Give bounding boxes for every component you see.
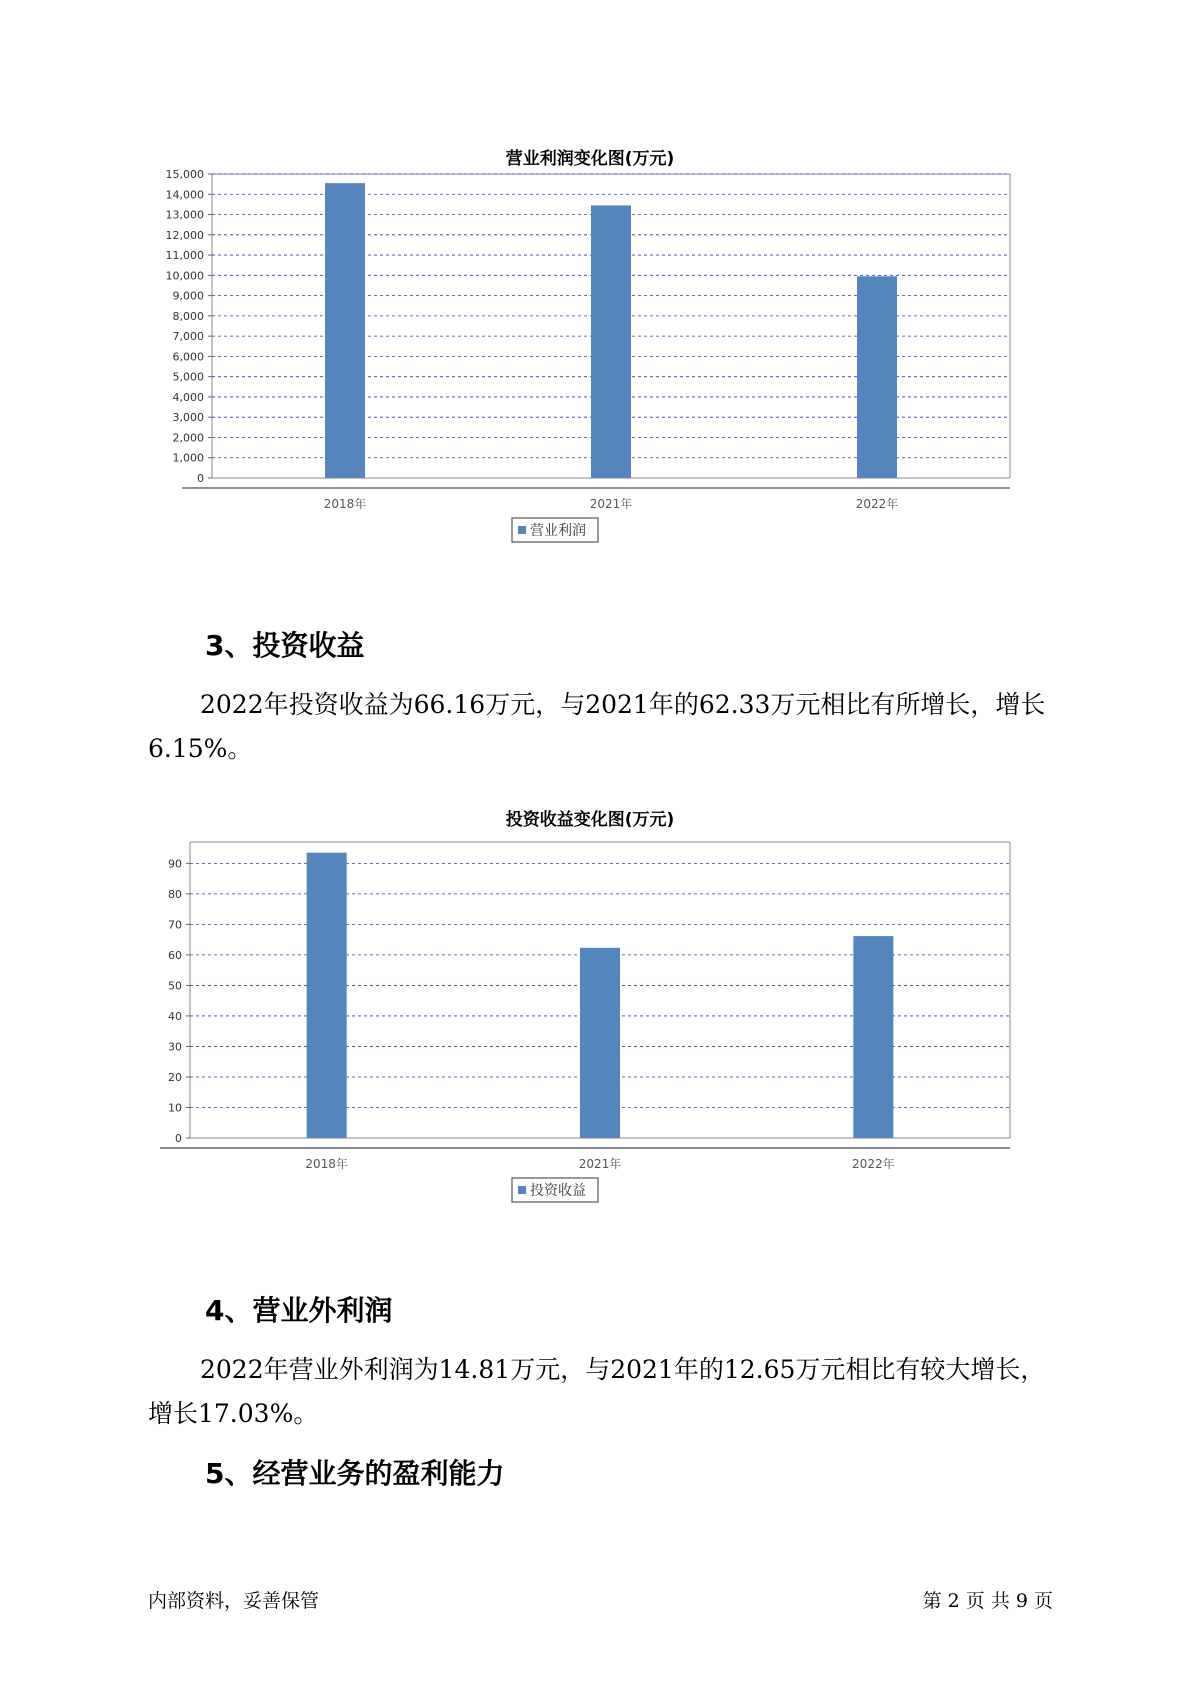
legend-label: 营业利润 (530, 523, 586, 539)
y-tick-label: 10,000 (165, 269, 204, 283)
y-tick-label: 2,000 (172, 431, 204, 445)
y-tick-label: 15,000 (165, 168, 204, 181)
bar-2021年 (591, 205, 631, 478)
legend-label: 投资收益 (530, 1183, 586, 1199)
y-tick-label: 70 (168, 918, 182, 932)
y-tick-label: 40 (168, 1009, 182, 1023)
x-tick-label: 2022年 (855, 497, 899, 511)
bar-2021年 (580, 948, 620, 1138)
x-tick-label: 2021年 (578, 1157, 622, 1171)
y-tick-label: 0 (197, 472, 204, 485)
y-tick-label: 20 (168, 1070, 182, 1084)
bar-2022年 (857, 276, 897, 478)
section-4-heading: 4、营业外利润 (205, 1294, 393, 1327)
legend-swatch (518, 526, 526, 534)
y-tick-label: 60 (168, 948, 182, 962)
x-tick-label: 2018年 (323, 497, 367, 511)
x-tick-label: 2018年 (305, 1157, 348, 1171)
bar-2018年 (307, 853, 347, 1138)
x-tick-label: 2022年 (852, 1157, 895, 1171)
chart-1-title: 营业利润变化图(万元) (505, 149, 675, 169)
y-tick-label: 10 (168, 1101, 182, 1115)
y-tick-label: 5,000 (172, 370, 204, 384)
y-tick-label: 80 (168, 887, 182, 901)
y-tick-label: 1,000 (172, 451, 204, 465)
y-tick-label: 13,000 (165, 208, 204, 222)
y-tick-label: 6,000 (172, 350, 204, 364)
footer-page-number: 第 2 页 共 9 页 (922, 1590, 1053, 1612)
chart-1-operating-profit (150, 168, 1030, 588)
y-tick-label: 4,000 (172, 390, 204, 404)
bar-2022年 (853, 936, 893, 1138)
y-tick-label: 7,000 (172, 330, 204, 344)
x-tick-label: 2021年 (589, 497, 633, 511)
y-tick-label: 8,000 (172, 309, 204, 323)
chart-2-title: 投资收益变化图(万元) (505, 810, 675, 830)
section-3-heading: 3、投资收益 (205, 629, 365, 662)
y-tick-label: 90 (168, 857, 182, 871)
y-tick-label: 30 (168, 1040, 182, 1054)
y-tick-label: 3,000 (172, 411, 204, 425)
y-tick-label: 9,000 (172, 289, 204, 303)
footer-confidential: 内部资料，妥善保管 (148, 1590, 320, 1612)
y-tick-label: 11,000 (165, 249, 204, 263)
y-tick-label: 14,000 (165, 188, 204, 202)
y-tick-label: 0 (175, 1132, 182, 1145)
section-5-heading: 5、经营业务的盈利能力 (205, 1457, 505, 1490)
y-tick-label: 50 (168, 979, 182, 993)
legend-swatch (518, 1186, 526, 1194)
y-tick-label: 12,000 (165, 228, 204, 242)
section-4-text: 2022年营业外利润为14.81万元，与2021年的12.65万元相比有较大增长，增长17.03%。 (148, 1355, 1046, 1428)
bar-2018年 (325, 183, 365, 478)
section-3-text: 2022年投资收益为66.16万元，与2021年的62.33万元相比有所增长，增长6.15%。 (148, 690, 1046, 763)
chart-2-investment-income (150, 832, 1030, 1252)
